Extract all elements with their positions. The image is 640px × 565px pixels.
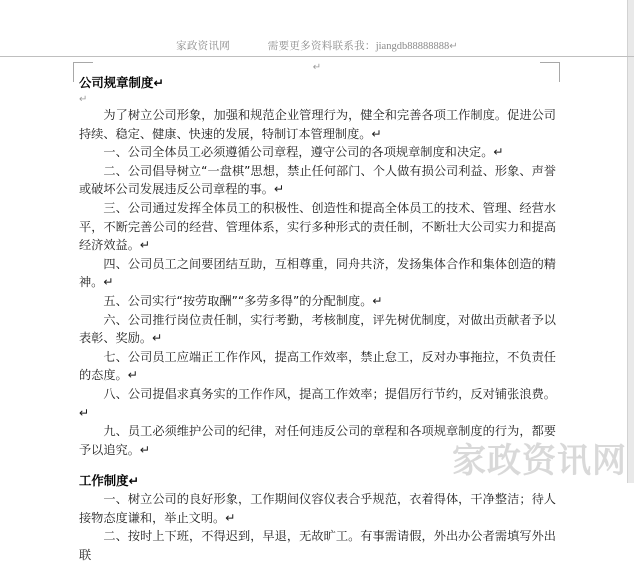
rule-item: 四、公司员工之间要团结互助，互相尊重，同舟共济，发扬集体合作和集体创造的精神。↵ (79, 256, 556, 290)
title-trailing-paragraph-mark (79, 92, 556, 106)
page-header (0, 38, 634, 73)
header-pilcrow-icon: ↵ (449, 41, 458, 52)
header-site-name: 家政资讯网 (176, 40, 231, 52)
section-item: 二、按时上下班，不得迟到，早退，无故旷工。有事需请假，外出办公者需填写外出联 (79, 529, 556, 563)
rule-item: 三、公司通过发挥全体员工的积极性、创造性和提高全体员工的技术、管理、经营水平，不断完善公司的经营、管理体系，实行多种形式的责任制，不断壮大公司实力和提高经济效益。↵ (79, 200, 556, 253)
section-heading-work-rules: 工作制度↵ (79, 473, 139, 489)
intro-paragraph: 为了树立公司形象，加强和规范企业管理行为，健全和完善各项工作制度。促进公司持续、稳定、健康、快速的发展，特制订本管理制度。↵ (79, 108, 556, 141)
rule-item: 一、公司全体员工必须遵循公司章程，遵守公司的各项规章制度和决定。↵ (103, 145, 504, 160)
paragraph-mark-icon: ↵ (79, 94, 88, 105)
header-contact (268, 38, 458, 53)
watermark-text: 家政资讯网 (452, 441, 627, 481)
paragraph-mark-icon: ↵ (312, 62, 322, 73)
rule-item: 六、公司推行岗位责任制，实行考勤，考核制度，评先树优制度，对做出贡献者予以表彰、奖励。↵ (79, 312, 556, 346)
header-contact-label: 需要更多资料联系我： (267, 40, 376, 52)
header-contact-value: jiangdb88888888 (375, 41, 450, 52)
rule-item: 五、公司实行“按劳取酬”“多劳多得”的分配制度。↵ (103, 293, 383, 308)
document-body (79, 74, 556, 565)
section-item: 一、树立公司的良好形象，工作期间仪容仪表合乎规范，衣着得体，干净整洁；待人接物态度谦和，举止文明。↵ (79, 492, 556, 525)
rule-item: 九、员工必须维护公司的纪律，对任何违反公司的章程和各项规章制度的行为，都要予以追究。↵ (79, 424, 556, 457)
document-title: 公司规章制度↵ (79, 75, 164, 90)
rule-item: 八、公司提倡求真务实的工作作风，提高工作效率；提倡厉行节约，反对铺张浪费。↵ (79, 386, 556, 420)
header-paragraph-mark-row (0, 57, 634, 75)
rule-item: 七、公司员工应端正工作作风，提高工作效率，禁止怠工，反对办事拖拉，不负责任的态度。↵ (79, 349, 556, 383)
rule-item: 二、公司倡导树立“一盘棋”思想，禁止任何部门、个人做有损公司利益、形象、声誉或破坏公司发展违反公司章程的事。↵ (79, 163, 556, 197)
header-text-row (0, 38, 634, 53)
